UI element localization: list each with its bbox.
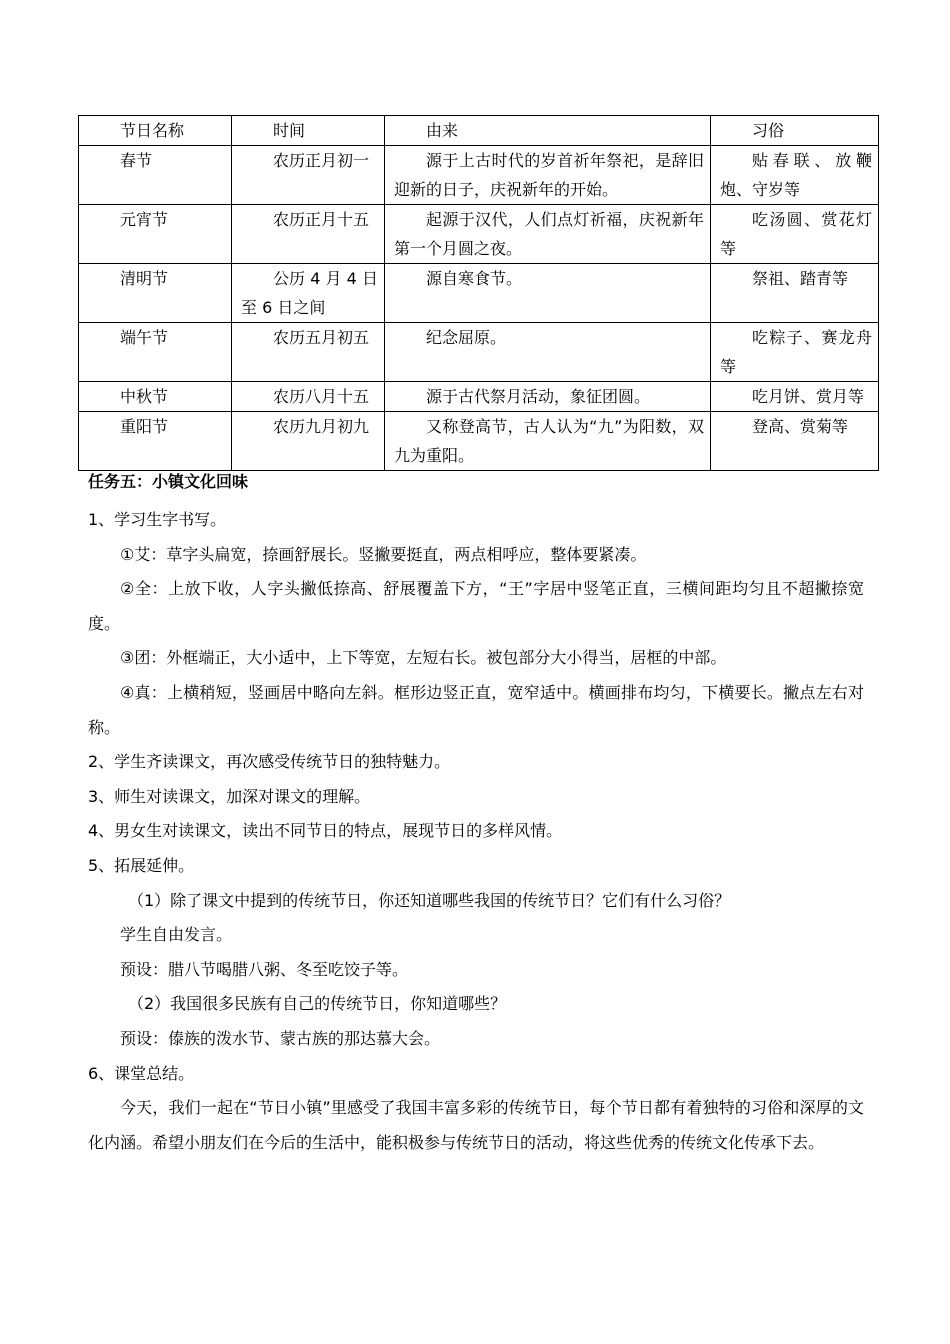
extension-preset: 预设：傣族的泼水节、蒙古族的那达慕大会。 — [120, 1028, 441, 1048]
festival-origin-cell: 又称登高节，古人认为“九”为阳数，双九为重阳。 — [385, 412, 711, 471]
festival-name-cell: 重阳节 — [79, 412, 232, 471]
festival-time-cell: 农历九月初九 — [232, 412, 385, 471]
festival-origin-cell: 源于古代祭月活动，象征团圆。 — [385, 382, 711, 412]
extension-answer: 学生自由发言。 — [120, 925, 233, 945]
step-item: 4、男女生对读课文，读出不同节日的特点，展现节日的多样风情。 — [88, 821, 563, 841]
festival-origin-cell: 起源于汉代，人们点灯祈福，庆祝新年第一个月圆之夜。 — [385, 205, 711, 264]
festival-customs-cell: 吃粽子、赛龙舟等 — [711, 323, 879, 382]
extension-question: （2）我国很多民族有自己的传统节日，你知道哪些？ — [128, 994, 507, 1014]
task-heading: 任务五：小镇文化回味 — [88, 472, 249, 491]
festival-time-cell: 农历八月十五 — [232, 382, 385, 412]
lesson-body — [88, 503, 864, 1160]
festival-origin-cell: 源自寒食节。 — [385, 264, 711, 323]
festival-origin-cell: 纪念屈原。 — [385, 323, 711, 382]
festival-name-cell: 端午节 — [79, 323, 232, 382]
festival-customs-cell: 祭祖、踏青等 — [711, 264, 879, 323]
header-cell: 节日名称 — [79, 116, 232, 146]
character-note: ③团：外框端正，大小适中，上下等宽，左短右长。被包部分大小得当，居框的中部。 — [120, 648, 727, 668]
festival-time-cell: 农历正月初一 — [232, 146, 385, 205]
festival-customs-cell: 登高、赏菊等 — [711, 412, 879, 471]
step-item: 3、师生对读课文，加深对课文的理解。 — [88, 786, 371, 806]
festival-name-cell: 中秋节 — [79, 382, 232, 412]
festival-customs-cell: 吃月饼、赏月等 — [711, 382, 879, 412]
festival-time-cell: 公历 4 月 4 日至 6 日之间 — [232, 264, 385, 323]
table-header-row — [79, 116, 879, 146]
step-item: 1、学习生字书写。 — [88, 510, 227, 529]
festival-name-cell: 清明节 — [79, 264, 232, 323]
character-note: ①艾：草字头扁宽，捺画舒展长。竖撇要挺直，两点相呼应，整体要紧凑。 — [120, 544, 647, 564]
table-row — [79, 146, 879, 205]
festival-time-cell: 农历五月初五 — [232, 323, 385, 382]
lesson-summary: 今天，我们一起在“节日小镇”里感受了我国丰富多彩的传统节日，每个节日都有着独特的习俗和深厚的文化内涵。希望小朋友们在今后的生活中，能积极参与传统节日的活动，将这些优秀的传统文化传承下去。 — [88, 1098, 864, 1152]
header-cell: 习俗 — [711, 116, 879, 146]
table-row — [79, 323, 879, 382]
table-row — [79, 412, 879, 471]
header-cell: 时间 — [232, 116, 385, 146]
header-cell: 由来 — [385, 116, 711, 146]
festival-name-cell: 元宵节 — [79, 205, 232, 264]
extension-question: （1）除了课文中提到的传统节日，你还知道哪些我国的传统节日？它们有什么习俗？ — [128, 890, 731, 910]
festival-time-cell: 农历正月十五 — [232, 205, 385, 264]
festival-table — [78, 115, 879, 471]
table-row — [79, 205, 879, 264]
table-row — [79, 264, 879, 323]
festival-name-cell: 春节 — [79, 146, 232, 205]
character-note: ②全：上放下收，人字头撇低捺高、舒展覆盖下方，“王”字居中竖笔正直，三横间距均匀且不超撇捺宽度。 — [88, 579, 864, 633]
step-item: 5、拓展延伸。 — [88, 855, 195, 875]
table-row — [79, 382, 879, 412]
step-item: 6、课堂总结。 — [88, 1063, 195, 1083]
extension-preset: 预设：腊八节喝腊八粥、冬至吃饺子等。 — [120, 959, 409, 979]
character-note: ④真：上横稍短，竖画居中略向左斜。框形边竖正直，宽窄适中。横画排布均匀，下横要长。撇点左右对称。 — [88, 682, 864, 737]
step-item: 2、学生齐读课文，再次感受传统节日的独特魅力。 — [88, 752, 451, 772]
festival-customs-cell: 吃汤圆、赏花灯等 — [711, 205, 879, 264]
festival-customs-cell: 贴春联、放鞭炮、守岁等 — [711, 146, 879, 205]
festival-origin-cell: 源于上古时代的岁首祈年祭祀，是辞旧迎新的日子，庆祝新年的开始。 — [385, 146, 711, 205]
